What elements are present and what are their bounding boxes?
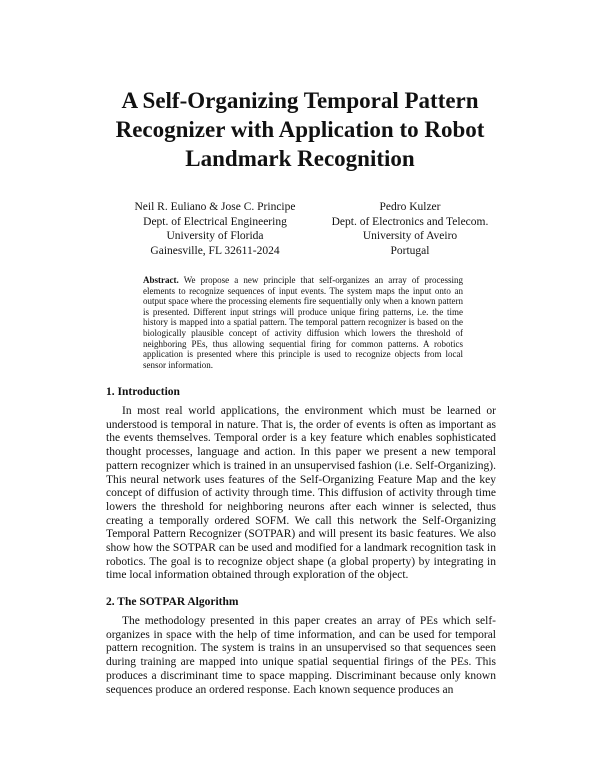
author-dept: Dept. of Electronics and Telecom.	[331, 215, 489, 228]
author-university: University of Aveiro	[362, 230, 458, 242]
section-heading-sotpar: 2. The SOTPAR Algorithm	[106, 596, 239, 608]
author-university: University of Florida	[166, 230, 264, 242]
section-heading-introduction: 1. Introduction	[106, 386, 180, 398]
abstract-text: We propose a new principle that self-organizes an array of processing elements to recognize sequences of input events. The system maps the input onto an output space where the processing elements fire sequentially only when a known pattern is presented. Different input strings will produce unique firing patterns, i.e. the time history is mapped into a spatial pattern. The temporal pattern recognizer is based on the biologically plausible concept of activity diffusion which lowers the threshold of neighboring PEs, thus allowing sequential firing for common patterns. A robotics application is presented where this principle is used to recognize objects from local sensor information.	[143, 275, 463, 370]
author-country: Portugal	[390, 244, 430, 257]
title-line: Landmark Recognition	[185, 146, 415, 171]
paper-title	[90, 86, 510, 173]
abstract-label: Abstract.	[143, 275, 179, 285]
title-line: Recognizer with Application to Robot	[115, 117, 485, 142]
author-location: Gainesville, FL 32611-2024	[150, 244, 280, 257]
abstract	[143, 275, 463, 370]
title-line: A Self-Organizing Temporal Pattern	[121, 88, 479, 113]
author-names: Pedro Kulzer	[379, 201, 441, 213]
author-names: Neil R. Euliano & Jose C. Principe	[134, 201, 296, 213]
section-body-introduction: In most real world applications, the environment which must be learned or understood is temporal in nature. That is, the order of events is often as important as the events themselves. Temporal order is a key feature which enables sophisticated thought processes, language and action. In this paper we present a new temporal pattern recognizer which is trained in an unsupervised fashion (i.e. Self-Organizing). This neural network uses features of the Self-Organizing Feature Map and the key concept of diffusion of activity through time. This diffusion of activity through time lowers the threshold for neighboring neurons after each winner is selected, thus creating a temporally ordered SOFM. We call this network the Self-Organizing Temporal Pattern Recognizer (SOTPAR) and will present its basic features. We also show how the SOTPAR can be used and modified for a landmark recognition task in robotics. The goal is to recognize object shape (a global property) by integrating in time local information obtained through exploration of the object.	[106, 405, 496, 582]
author-block-1	[110, 200, 320, 258]
section-body-sotpar: The methodology presented in this paper creates an array of PEs which self-organizes in space with the help of time information, and can be used for temporal pattern recognition. The system is trains in an unsupervised so that sequences seen during training are mapped into unique spatial sequential firings of the PEs. This produces a discriminant time to space mapping. Discriminant because only known sequences produce an ordered response. Each known sequence produces an	[106, 615, 496, 696]
author-block-2	[300, 200, 520, 258]
author-dept: Dept. of Electrical Engineering	[143, 215, 287, 228]
